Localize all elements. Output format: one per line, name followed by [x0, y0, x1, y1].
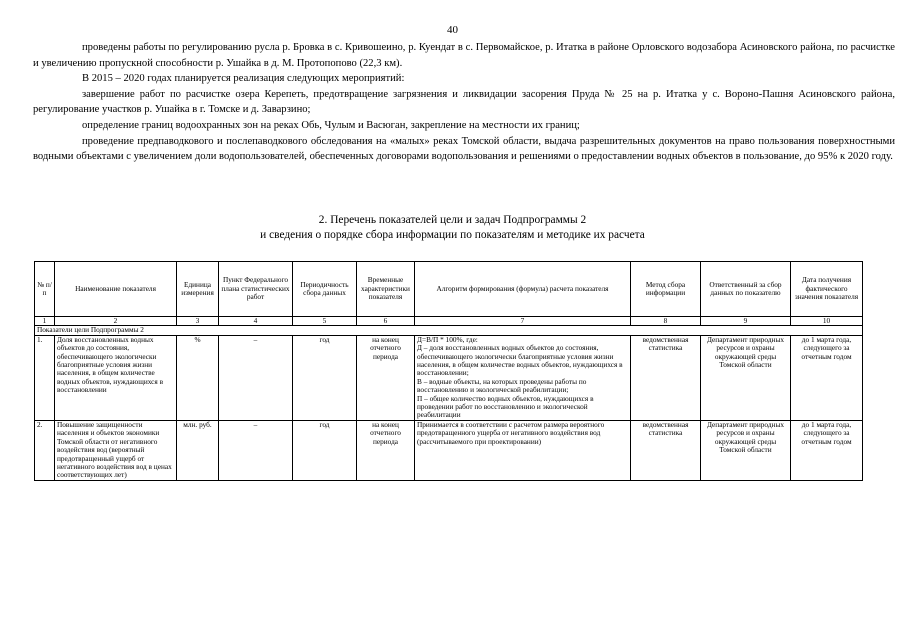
indicators-table	[34, 261, 863, 481]
header-cell: Метод сбора информации	[631, 262, 701, 317]
header-cell: Пункт Федерального плана статистических работ	[219, 262, 293, 317]
column-number: 4	[219, 317, 293, 326]
section-row	[35, 326, 863, 335]
header-cell: Периодичность сбора данных	[293, 262, 357, 317]
section-heading-line: 2. Перечень показателей цели и задач Подпрограммы 2	[318, 214, 587, 226]
responsible: Департамент природных ресурсов и охраны окружающей среды Томской области	[701, 335, 791, 420]
section-heading-line: и сведения о порядке сбора информации по показателям и методике их расчета	[260, 229, 645, 241]
unit: млн. руб.	[177, 420, 219, 480]
table-row	[35, 420, 863, 480]
header-cell: Единица измерения	[177, 262, 219, 317]
paragraph: определение границ водоохранных зон на реках Обь, Чулым и Васюган, закрепление на местности их границ;	[82, 119, 580, 131]
federal-plan-item: –	[219, 420, 293, 480]
header-cell: Алгоритм формирования (формула) расчета показателя	[415, 262, 631, 317]
row-number: 2.	[35, 420, 55, 480]
column-number-row	[35, 317, 863, 326]
page-number: 40	[447, 24, 458, 36]
column-number: 6	[357, 317, 415, 326]
collection-method: ведомственная статистика	[631, 335, 701, 420]
column-number: 3	[177, 317, 219, 326]
column-number: 8	[631, 317, 701, 326]
time-characteristics: на конец отчетного периода	[357, 420, 415, 480]
header-cell: Наименование показателя	[55, 262, 177, 317]
table-row	[35, 335, 863, 420]
responsible: Департамент природных ресурсов и охраны окружающей среды Томской области	[701, 420, 791, 480]
column-number: 1	[35, 317, 55, 326]
collection-method: ведомственная статистика	[631, 420, 701, 480]
periodicity: год	[293, 420, 357, 480]
date-received: до 1 марта года, следующего за отчетным годом	[791, 420, 863, 480]
body-text	[33, 40, 895, 165]
date-received: до 1 марта года, следующего за отчетным годом	[791, 335, 863, 420]
column-number: 5	[293, 317, 357, 326]
time-characteristics: на конец отчетного периода	[357, 335, 415, 420]
federal-plan-item: –	[219, 335, 293, 420]
header-cell: Временные характеристики показателя	[357, 262, 415, 317]
paragraph: проведены работы по регулированию русла р. Бровка в с. Кривошеино, р. Куендат в с. Первомайское, р. Итатка в районе Орловского водозабора Асиновского района, по расчистке и увеличению пропускной способности р. Ушайка в д. М. Протопопово (22,3 км).	[33, 42, 895, 69]
paragraph: В 2015 – 2020 годах планируется реализация следующих мероприятий:	[82, 73, 405, 85]
column-number: 7	[415, 317, 631, 326]
section-heading	[0, 213, 905, 243]
algorithm: Принимается в соответствии с расчетом размера вероятного предотвращенного ущерба от негативного воздействия вод (рассчитываемого при проектировании)	[415, 420, 631, 480]
table-header-row	[35, 262, 863, 317]
column-number: 10	[791, 317, 863, 326]
column-number: 9	[701, 317, 791, 326]
paragraph: проведение предпаводкового и послепаводкового обследования на «малых» реках Томской области, выдача разрешительных документов на право пользования поверхностными водными объектами с увеличением доли водопользователей, обеспеченных договорами водопользования и решениями о предоставлении водных объектов в пользование, до 95% к 2020 году.	[33, 135, 895, 163]
row-number: 1.	[35, 335, 55, 420]
periodicity: год	[293, 335, 357, 420]
column-number: 2	[55, 317, 177, 326]
indicator-name: Повышение защищенности населения и объектов экономики Томской области от негативного воздействия вод (вероятный предотвращенный ущерб от негативного воздействия вод в ценах соответствующих лет)	[55, 420, 177, 480]
unit: %	[177, 335, 219, 420]
header-cell: Дата получения фактического значения показателя	[791, 262, 863, 317]
indicator-name: Доля восстановленных водных объектов до состояния, обеспечивающего экологически благоприятные условия жизни населения, в общем количестве водных объектов, нуждающихся в восстановлении	[55, 335, 177, 420]
header-cell: № п/п	[35, 262, 55, 317]
section-label: Показатели цели Подпрограммы 2	[35, 326, 863, 335]
header-cell: Ответственный за сбор данных по показателю	[701, 262, 791, 317]
algorithm: Д=В/П * 100%, где: Д – доля восстановленных водных объектов до состояния, обеспечивающего экологически благоприятные условия жизни населения, в общем количестве водных объектов, нуждающихся в восстановлении; В – водные объекты, на которых проведены работы по восстановлению и экологической реабилитации; П – общее количество водных объектов, нуждающихся в проведении работ по восстановлению и экологической реабилитации	[415, 335, 631, 420]
paragraph: завершение работ по расчистке озера Керепеть, предотвращение загрязнения и ликвидации засорения Пруда № 25 на р. Итатка у с. Вороно-Пашня Асиновского района, регулирование участков р. Ушайка в г. Томске и д. Заварзино;	[33, 88, 895, 116]
